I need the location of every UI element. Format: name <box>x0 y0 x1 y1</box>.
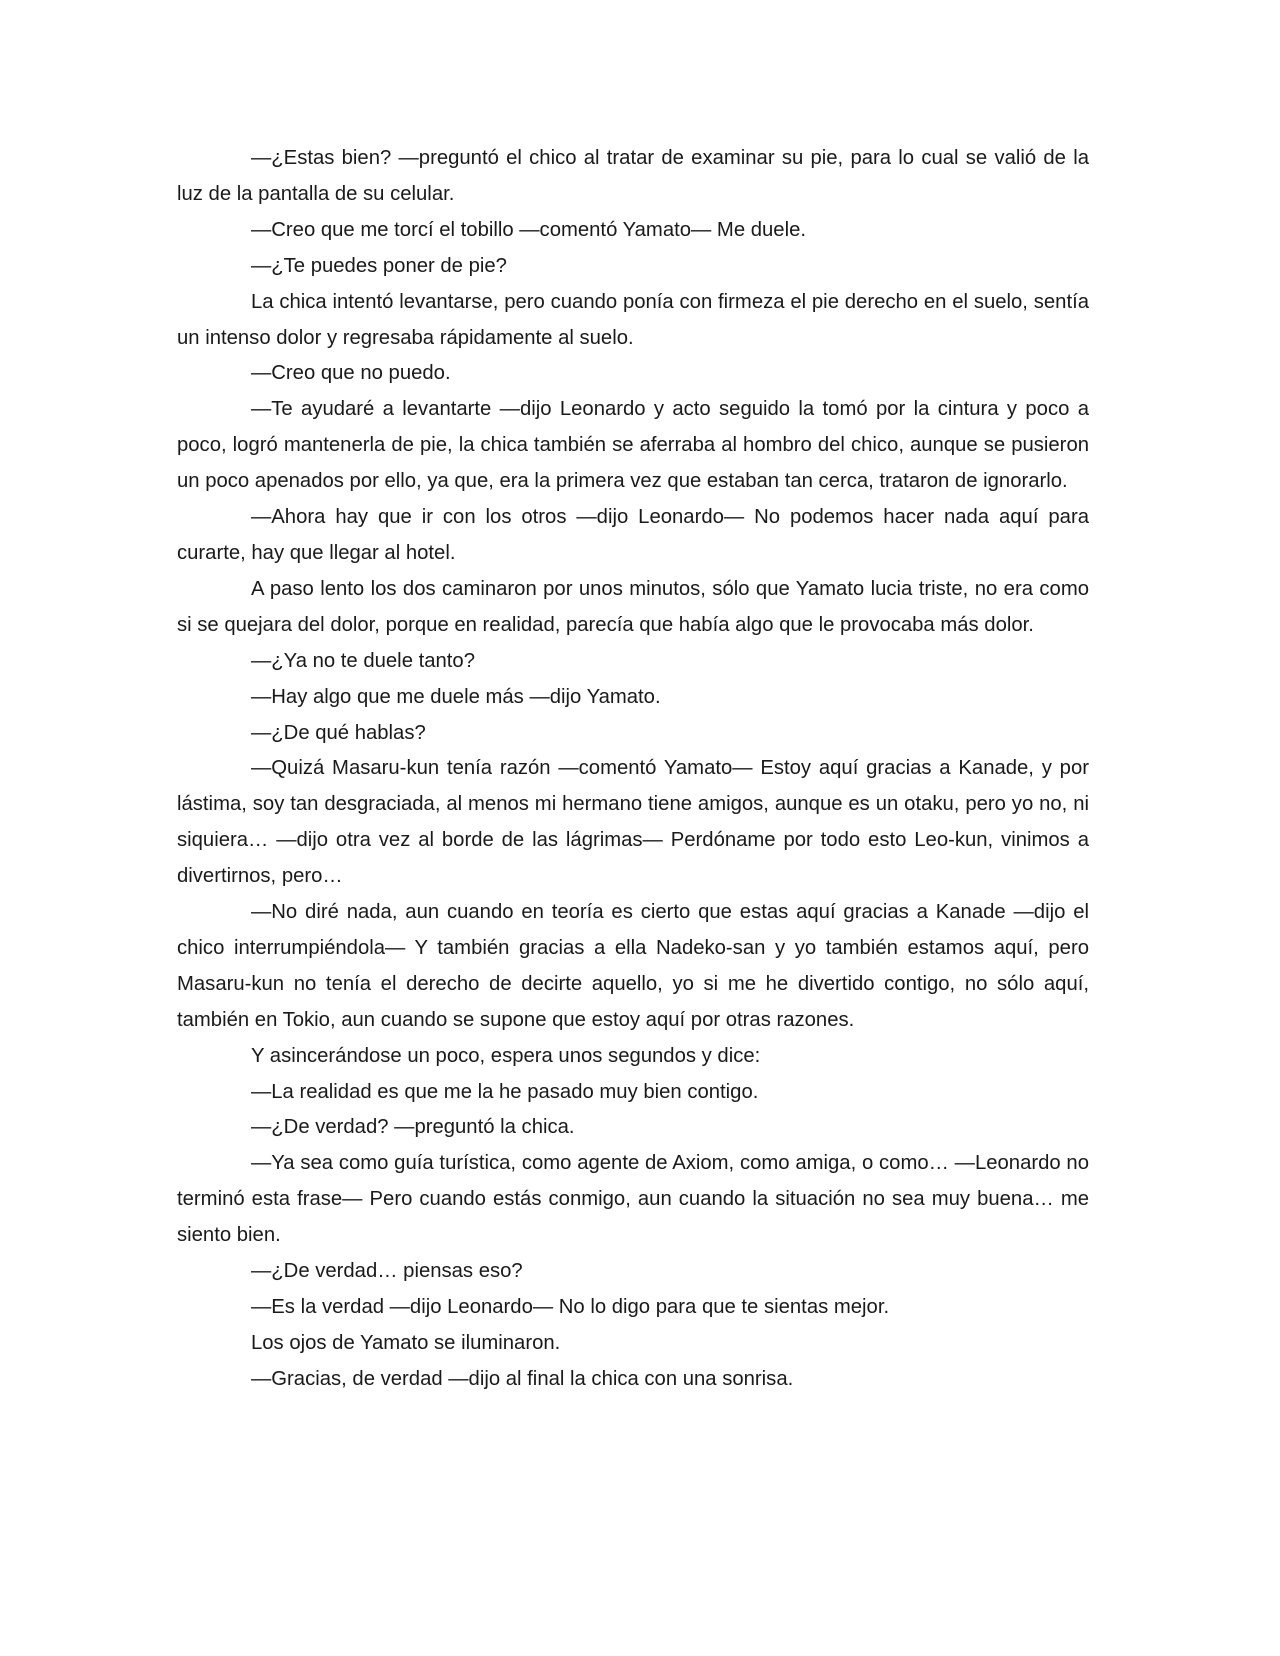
paragraph: —Gracias, de verdad —dijo al final la chica con una sonrisa. <box>251 1367 794 1390</box>
paragraph: —No diré nada, aun cuando en teoría es cierto que estas aquí gracias a Kanade —dijo el chico interrumpiéndola— Y también gracias a ella Nadeko-san y yo también estamos aquí, pero Masaru-kun no tenía el derecho de decirte aquello, yo si me he divertido contigo, no sólo aquí, también en Tokio, aun cuando se supone que estoy aquí por otras razones. <box>177 901 1089 1031</box>
paragraph: —¿De qué hablas? <box>251 721 426 744</box>
paragraph: —¿Ya no te duele tanto? <box>251 649 475 672</box>
paragraph: —La realidad es que me la he pasado muy bien contigo. <box>251 1080 759 1103</box>
paragraph: —Ya sea como guía turística, como agente de Axiom, como amiga, o como… —Leonardo no terminó esta frase— Pero cuando estás conmigo, aun cuando la situación no sea muy buena… me siento bien. <box>177 1152 1089 1247</box>
paragraph: A paso lento los dos caminaron por unos minutos, sólo que Yamato lucia triste, no era como si se quejara del dolor, porque en realidad, parecía que había algo que le provocaba más dolor. <box>177 577 1089 636</box>
paragraph: —¿De verdad… piensas eso? <box>251 1260 523 1283</box>
paragraph: La chica intentó levantarse, pero cuando ponía con firmeza el pie derecho en el suelo, sentía un intenso dolor y regresaba rápidamente al suelo. <box>177 290 1089 349</box>
paragraph: —¿Estas bien? —preguntó el chico al tratar de examinar su pie, para lo cual se valió de la luz de la pantalla de su celular. <box>177 147 1089 205</box>
paragraph: —Hay algo que me duele más —dijo Yamato. <box>251 685 661 708</box>
paragraph: Y asincerándose un poco, espera unos segundos y dice: <box>251 1044 761 1067</box>
paragraph: —¿Te puedes poner de pie? <box>251 254 507 277</box>
paragraph: —Ahora hay que ir con los otros —dijo Leonardo— No podemos hacer nada aquí para curarte, hay que llegar al hotel. <box>177 506 1089 564</box>
paragraph: Los ojos de Yamato se iluminaron. <box>251 1331 561 1354</box>
document-body <box>177 141 1089 1398</box>
paragraph: —Creo que no puedo. <box>251 362 451 385</box>
paragraph: —Te ayudaré a levantarte —dijo Leonardo y acto seguido la tomó por la cintura y poco a poco, logró mantenerla de pie, la chica también se aferraba al hombro del chico, aunque se pusieron un poco apenados por ello, ya que, era la primera vez que estaban tan cerca, trataron de ignorarlo. <box>177 398 1089 493</box>
paragraph: —Quizá Masaru-kun tenía razón —comentó Yamato— Estoy aquí gracias a Kanade, y por lástima, soy tan desgraciada, al menos mi hermano tiene amigos, aunque es un otaku, pero yo no, ni siquiera… —dijo otra vez al borde de las lágrimas— Perdóname por todo esto Leo-kun, vinimos a divertirnos, pero… <box>177 757 1089 888</box>
paragraph: —Creo que me torcí el tobillo —comentó Yamato— Me duele. <box>251 218 806 241</box>
paragraph: —¿De verdad? —preguntó la chica. <box>251 1116 575 1139</box>
paragraph: —Es la verdad —dijo Leonardo— No lo digo para que te sientas mejor. <box>251 1296 890 1318</box>
